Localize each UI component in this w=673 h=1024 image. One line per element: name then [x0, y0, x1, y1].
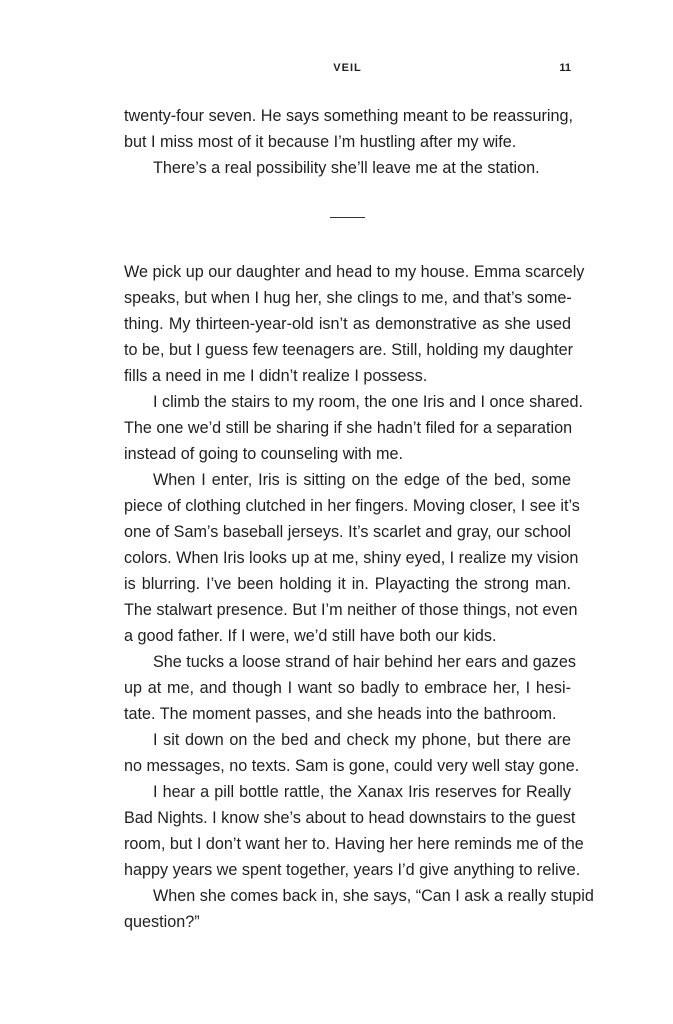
paragraph-first-line: I hear a pill bottle rattle, the Xanax Iris reserves for Really: [153, 783, 571, 801]
text-line: thing. My thirteen-year-old isn’t as demonstrative as she used: [124, 315, 571, 333]
text-line: is blurring. I’ve been holding it in. Playacting the strong man.: [124, 575, 571, 593]
text-line: happy years we spent together, years I’d give anything to relive.: [124, 861, 581, 879]
paragraph-first-line: There’s a real possibility she’ll leave me at the station.: [153, 159, 540, 177]
text-line: a good father. If I were, we’d still have both our kids.: [124, 627, 497, 645]
page-number: 11: [559, 62, 571, 74]
paragraph-first-line: I climb the stairs to my room, the one Iris and I once shared.: [153, 393, 584, 411]
text-line: instead of going to counseling with me.: [124, 445, 403, 463]
section-one-text: [124, 103, 571, 181]
text-line: but I miss most of it because I’m hustling after my wife.: [124, 133, 517, 151]
text-line: room, but I don’t want her to. Having her here reminds me of the: [124, 835, 584, 853]
text-line: to be, but I guess few teenagers are. Still, holding my daughter: [124, 341, 574, 359]
running-title: VEIL: [333, 62, 362, 74]
text-line: The one we’d still be sharing if she hadn’t filed for a separation: [124, 419, 573, 437]
text-line: Bad Nights. I know she’s about to head downstairs to the guest: [124, 809, 576, 827]
text-line: speaks, but when I hug her, she clings to me, and that’s some-: [124, 289, 572, 307]
section-two-text: [124, 259, 594, 935]
paragraph-first-line: She tucks a loose strand of hair behind her ears and gazes: [153, 653, 576, 671]
section-break-rule: [330, 217, 365, 218]
text-line: fills a need in me I didn’t realize I possess.: [124, 367, 428, 385]
text-line: colors. When Iris looks up at me, shiny eyed, I realize my vision: [124, 549, 579, 567]
paragraph-first-line: When I enter, Iris is sitting on the edge of the bed, some: [153, 471, 571, 489]
text-line: one of Sam’s baseball jerseys. It’s scarlet and gray, our school: [124, 523, 571, 541]
text-line: piece of clothing clutched in her fingers. Moving closer, I see it’s: [124, 497, 580, 515]
running-head: [124, 62, 571, 80]
text-line: question?”: [124, 913, 200, 931]
paragraph-first-line: When she comes back in, she says, “Can I ask a really stupid: [153, 887, 594, 905]
text-line: no messages, no texts. Sam is gone, could very well stay gone.: [124, 757, 580, 775]
paragraph-first-line: I sit down on the bed and check my phone, but there are: [153, 731, 571, 749]
text-line: up at me, and though I want so badly to embrace her, I hesi-: [124, 679, 571, 697]
text-line: tate. The moment passes, and she heads into the bathroom.: [124, 705, 557, 723]
text-line: twenty-four seven. He says something meant to be reassuring,: [124, 107, 573, 125]
text-line: We pick up our daughter and head to my house. Emma scarcely: [124, 263, 585, 281]
text-line: The stalwart presence. But I’m neither of those things, not even: [124, 601, 578, 619]
